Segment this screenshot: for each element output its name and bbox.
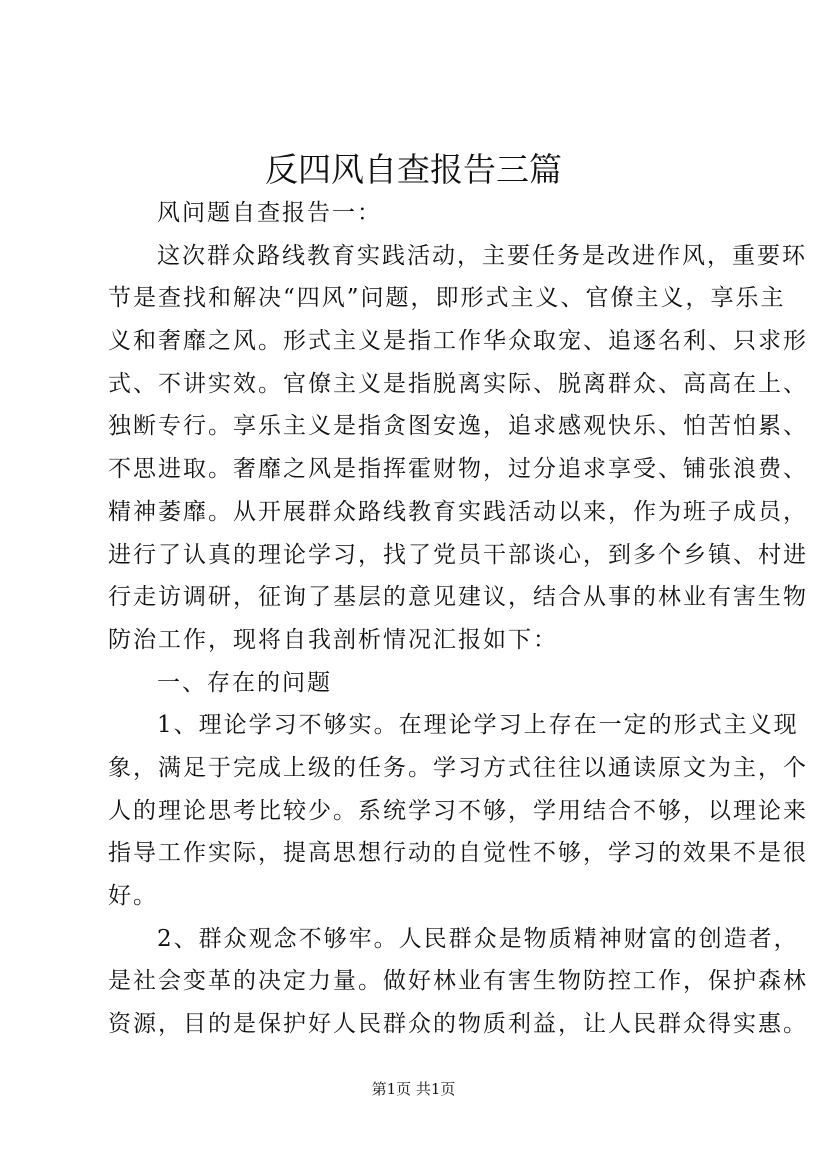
document-title: 反四风自查报告三篇 [265,150,562,189]
text-line: 2、群众观念不够牢。人民群众是物质精神财富的创造者， [157,925,799,952]
text-line: 象，满足于完成上级的任务。学习方式往往以通读原文为主，个 [108,754,808,781]
text-line: 防治工作，现将自我剖析情况汇报如下： [108,626,558,653]
text-line: 独断专行。享乐主义是指贪图安逸，追求感观快乐、怕苦怕累、 [108,413,808,440]
document-body [108,192,808,1046]
text-line: 指导工作实际，提高思想行动的自觉性不够，学习的效果不是很 [108,840,808,867]
text-line: 行走访调研，征询了基层的意见建议，结合从事的林业有害生物 [108,584,808,611]
text-line: 这次群众路线教育实践活动，主要任务是改进作风，重要环 [157,242,807,269]
text-line: 是社会变革的决定力量。做好林业有害生物防控工作，保护森林 [108,968,808,995]
text-line: 好。 [108,883,158,909]
text-line: 节是查找和解决“四风”问题，即形式主义、官僚主义，享乐主 [108,285,786,312]
text-line: 进行了认真的理论学习，找了党员干部谈心，到多个乡镇、村进 [108,541,808,568]
text-line: 一、存在的问题 [157,669,332,696]
text-line: 不思进取。奢靡之风是指挥霍财物，过分追求享受、铺张浪费、 [108,456,808,483]
text-line: 风问题自查报告一： [157,200,382,226]
text-line: 人的理论思考比较少。系统学习不够，学用结合不够，以理论来 [108,797,808,824]
text-line: 精神萎靡。从开展群众路线教育实践活动以来，作为班子成员， [108,498,808,525]
text-line: 式、不讲实效。官僚主义是指脱离实际、脱离群众、高高在上、 [108,370,808,397]
text-line: 义和奢靡之风。形式主义是指工作华众取宠、追逐名利、只求形 [108,328,808,355]
text-line: 1、理论学习不够实。在理论学习上存在一定的形式主义现 [157,712,799,739]
text-line: 资源，目的是保护好人民群众的物质利益，让人民群众得实惠。 [108,1011,808,1038]
page-footer: 第1页 共1页 [371,1080,456,1098]
